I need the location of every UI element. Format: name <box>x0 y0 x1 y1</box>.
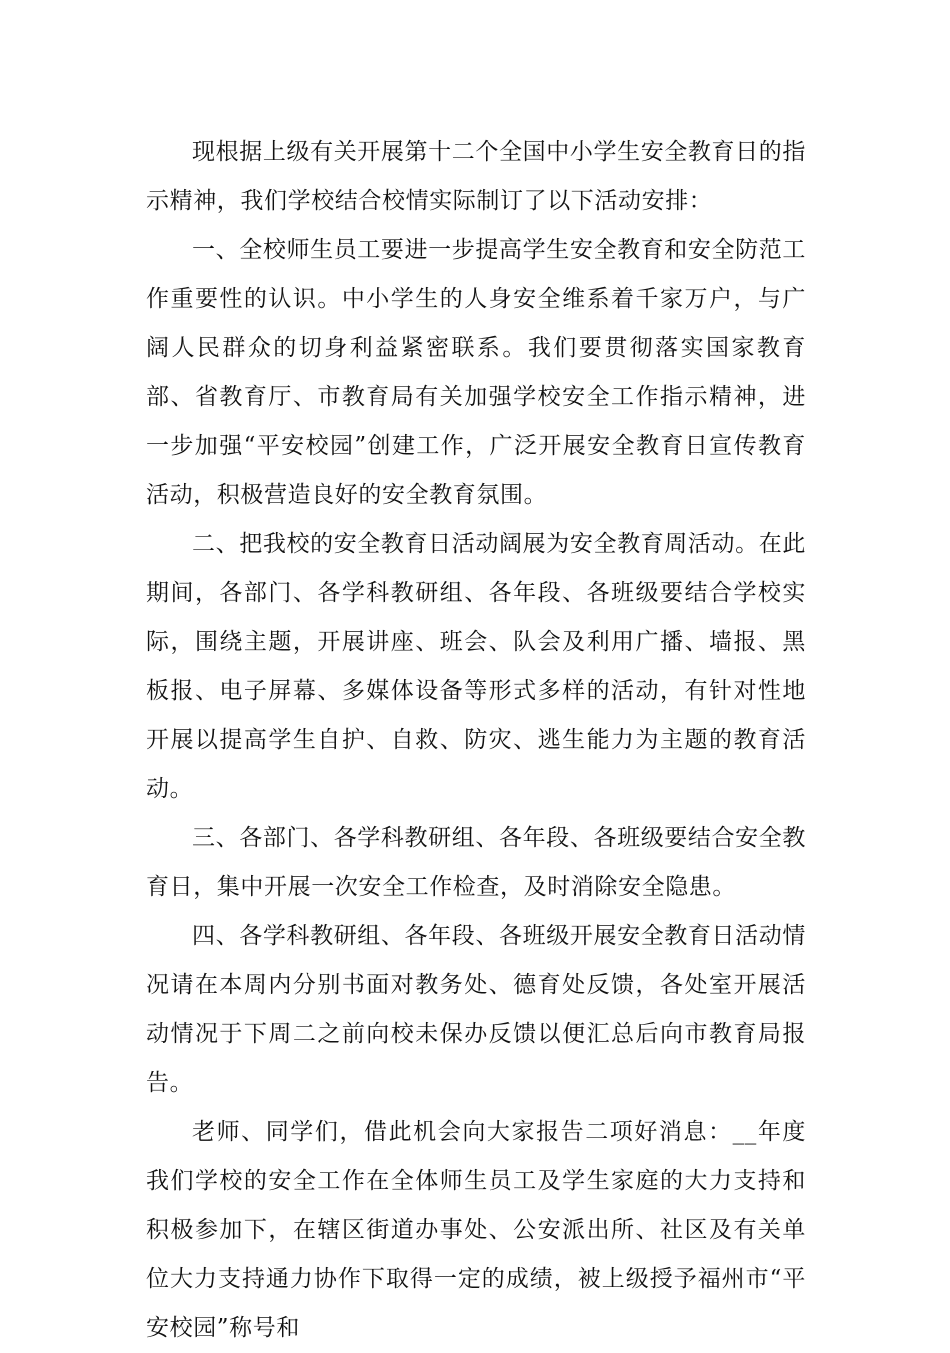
paragraph-announcement: 老师、同学们，借此机会向大家报告二项好消息：__年度我们学校的安全工作在全体师生员工及学生家庭的大力支持和积极参加下，在辖区街道办事处、公安派出所、社区及有关单位大力支持通力协作下取得一定的成绩，被上级授予福州市“平安校园”称号和 <box>146 1119 806 1341</box>
paragraph-intro: 现根据上级有关开展第十二个全国中小学生安全教育日的指示精神，我们学校结合校情实际制订了以下活动安排： <box>146 139 806 214</box>
paragraph-item-two: 二、把我校的安全教育日活动阔展为安全教育周活动。在此期间，各部门、各学科教研组、各年段、各班级要结合学校实际，围绕主题，开展讲座、班会、队会及利用广播、墙报、黑板报、电子屏幕、多媒体设备等形式多样的活动，有针对性地开展以提高学生自护、自救、防灾、逃生能力为主题的教育活动。 <box>146 531 806 802</box>
paragraph-item-one: 一、全校师生员工要进一步提高学生安全教育和安全防范工作重要性的认识。中小学生的人身安全维系着千家万户，与广阔人民群众的切身利益紧密联系。我们要贯彻落实国家教育部、省教育厅、市教育局有关加强学校安全工作指示精神，进一步加强“平安校园”创建工作，广泛开展安全教育日宣传教育活动，积极营造良好的安全教育氛围。 <box>146 237 806 508</box>
paragraph-item-four: 四、各学科教研组、各年段、各班级开展安全教育日活动情况请在本周内分别书面对教务处、德育处反馈，各处室开展活动情况于下周二之前向校未保办反馈以便汇总后向市教育局报告。 <box>146 923 806 1096</box>
paragraph-item-three: 三、各部门、各学科教研组、各年段、各班级要结合安全教育日，集中开展一次安全工作检查，及时消除安全隐患。 <box>146 825 806 900</box>
document-body <box>146 128 806 1353</box>
